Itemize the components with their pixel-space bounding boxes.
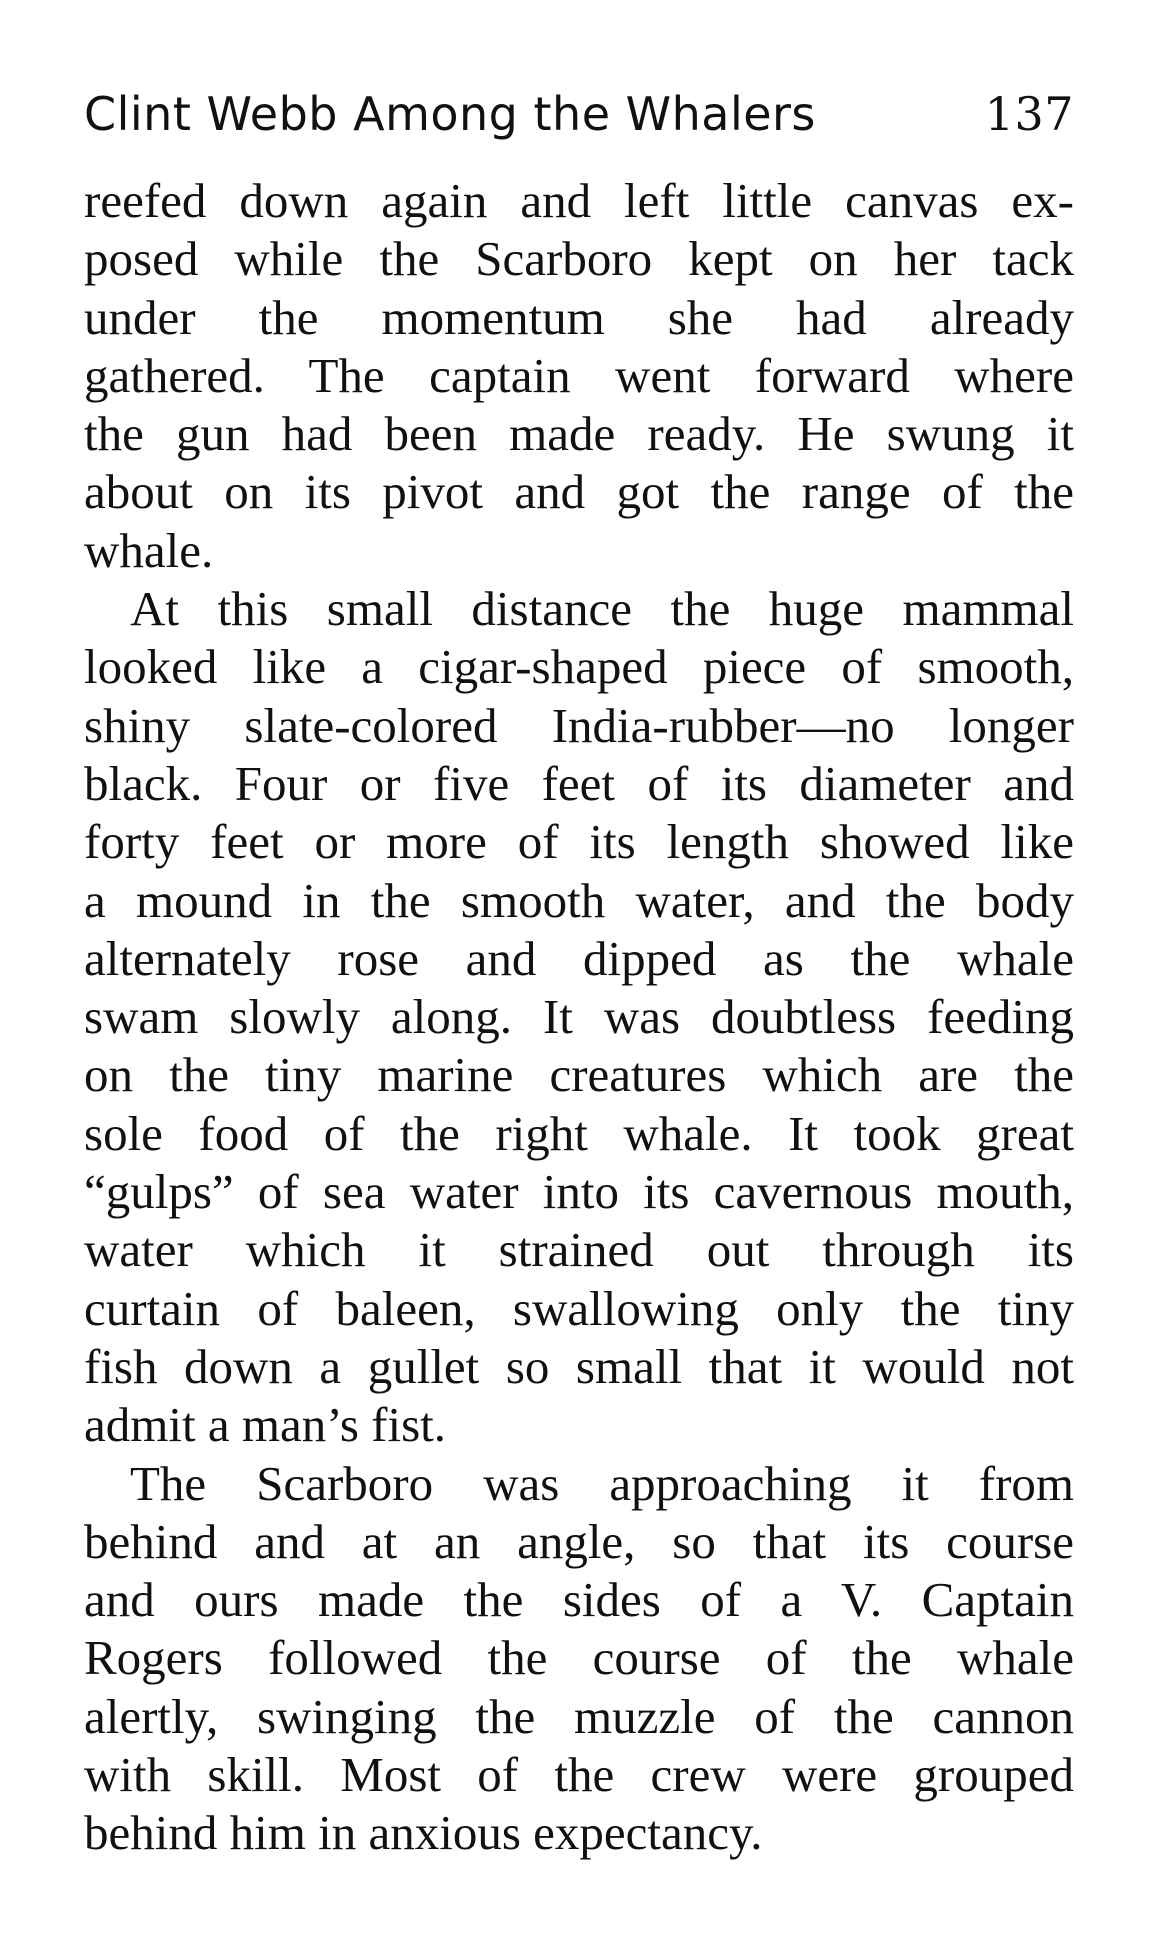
text-line: shiny slate-colored India-rubber—no longer (84, 697, 1074, 753)
text-line: Rogers followed the course of the whale (84, 1630, 1074, 1686)
text-line: reefed down again and left little canvas ex- (84, 173, 1074, 228)
text-line: behind him in anxious expectancy. (84, 1805, 763, 1861)
text-line: alternately rose and dipped as the whale (84, 930, 1074, 986)
text-line: a mound in the smooth water, and the body (84, 872, 1074, 928)
text-line: whale. (84, 522, 214, 578)
paragraph-2 (84, 580, 1074, 1454)
text-line: posed while the Scarboro kept on her tack (84, 231, 1074, 287)
text-line: sole food of the right whale. It took great (84, 1105, 1074, 1161)
text-line: about on its pivot and got the range of the (84, 464, 1074, 520)
text-line: curtain of baleen, swallowing only the tiny (84, 1280, 1074, 1336)
text-line: admit a man’s fist. (84, 1397, 446, 1453)
text-line: and ours made the sides of a V. Captain (84, 1572, 1074, 1628)
text-line: fish down a gullet so small that it would not (84, 1338, 1074, 1394)
text-line: swam slowly along. It was doubtless feeding (84, 989, 1074, 1045)
paragraph-3 (84, 1455, 1074, 1863)
running-title: Clint Webb Among the Whalers (84, 87, 816, 141)
text-line: The Scarboro was approaching it from (130, 1455, 1074, 1511)
text-line: water which it strained out through its (84, 1222, 1074, 1278)
text-line: gathered. The captain went forward where (84, 347, 1074, 403)
text-line: “gulps” of sea water into its cavernous mouth, (84, 1164, 1074, 1220)
text-line: under the momentum she had already (84, 289, 1074, 345)
text-line: with skill. Most of the crew were grouped (84, 1747, 1074, 1803)
text-line: the gun had been made ready. He swung it (84, 406, 1074, 462)
paragraph-1 (84, 172, 1074, 580)
text-line: on the tiny marine creatures which are the (84, 1047, 1074, 1103)
body-text (84, 172, 1074, 1863)
text-line: At this small distance the huge mammal (130, 581, 1074, 637)
text-line: behind and at an angle, so that its course (84, 1513, 1074, 1569)
text-line: looked like a cigar-shaped piece of smooth, (84, 639, 1074, 695)
text-line: forty feet or more of its length showed like (84, 814, 1074, 870)
running-head (84, 86, 1074, 154)
page-number: 137 (984, 87, 1074, 141)
text-line: alertly, swinging the muzzle of the cannon (84, 1688, 1074, 1744)
book-page (84, 86, 1074, 1863)
text-line: black. Four or five feet of its diameter and (84, 755, 1074, 811)
